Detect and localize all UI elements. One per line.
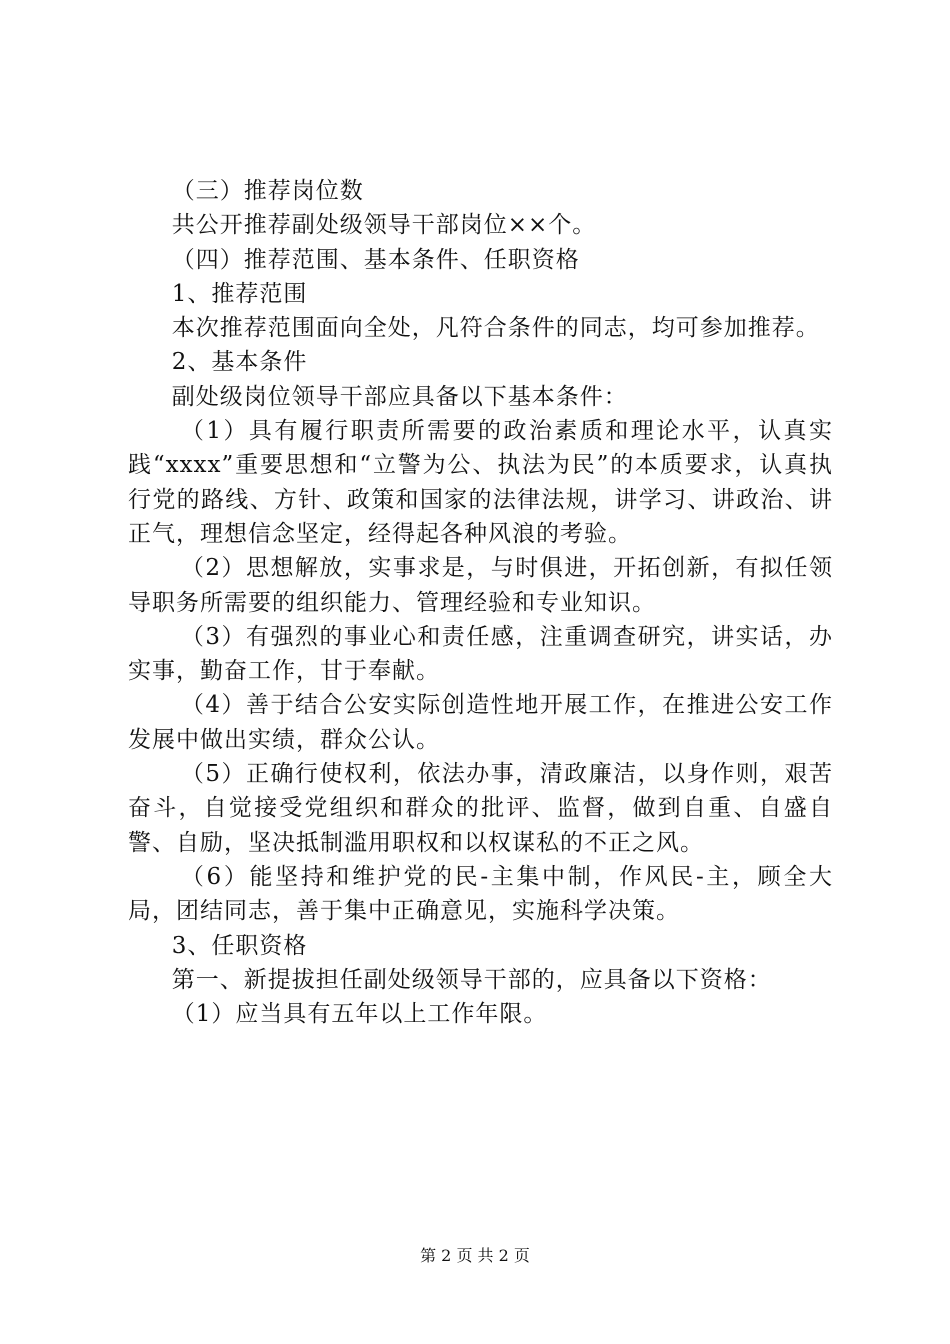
- paragraph-qualifications-intro: 第一、新提拔担任副处级领导干部的，应具备以下资格：: [171, 966, 772, 993]
- paragraph-scope: 本次推荐范围面向全处，凡符合条件的同志，均可参加推荐。: [171, 315, 820, 342]
- condition-item-3: （3）有强烈的事业心和责任感，注重调查研究，讲实话，办实事，勤奋工作，甘于奉献。: [128, 623, 833, 685]
- subheading-basic-conditions: 2、基本条件: [171, 349, 308, 376]
- section-heading-positions: （三）推荐岗位数: [171, 178, 364, 204]
- condition-item-2: （2）思想解放，实事求是，与时俱进，开拓创新，有拟任领导职务所需要的组织能力、管理经验和专业知识。: [128, 555, 833, 616]
- condition-item-6: （6）能坚持和维护党的民-主集中制，作风民-主，顾全大局，团结同志，善于集中正确意见，实施科学决策。: [128, 863, 833, 925]
- condition-item-4: （4）善于结合公安实际创造性地开展工作，在推进公安工作发展中做出实绩，群众公认。: [128, 692, 833, 753]
- paragraph-basic-conditions-intro: 副处级岗位领导干部应具备以下基本条件：: [171, 383, 628, 410]
- condition-item-5: （5）正确行使权利，依法办事，清政廉洁，以身作则，艰苦奋斗，自觉接受党组织和群众的批评、监督，做到自重、自盛自警、自励，坚决抵制滥用职权和以权谋私的不正之风。: [128, 761, 833, 856]
- section-heading-scope: （四）推荐范围、基本条件、任职资格: [171, 246, 580, 273]
- subheading-qualifications: 3、任职资格: [171, 932, 308, 959]
- subheading-scope: 1、推荐范围: [171, 280, 308, 307]
- condition-item-1: （1）具有履行职责所需要的政治素质和理论水平，认真实践“xxxx”重要思想和“立警为公、执法为民”的本质要求，认真执行党的路线、方针、政策和国家的法律法规，讲学习、讲政治、讲正气，理想信念坚定，经得起各种风浪的考验。: [128, 418, 833, 547]
- page-footer: 第 2 页 共 2 页: [420, 1246, 530, 1265]
- paragraph-positions-count: 共公开推荐副处级领导干部岗位××个。: [171, 212, 597, 239]
- document-body: [128, 174, 833, 1031]
- qualification-item-1: （1）应当具有五年以上工作年限。: [171, 1001, 548, 1028]
